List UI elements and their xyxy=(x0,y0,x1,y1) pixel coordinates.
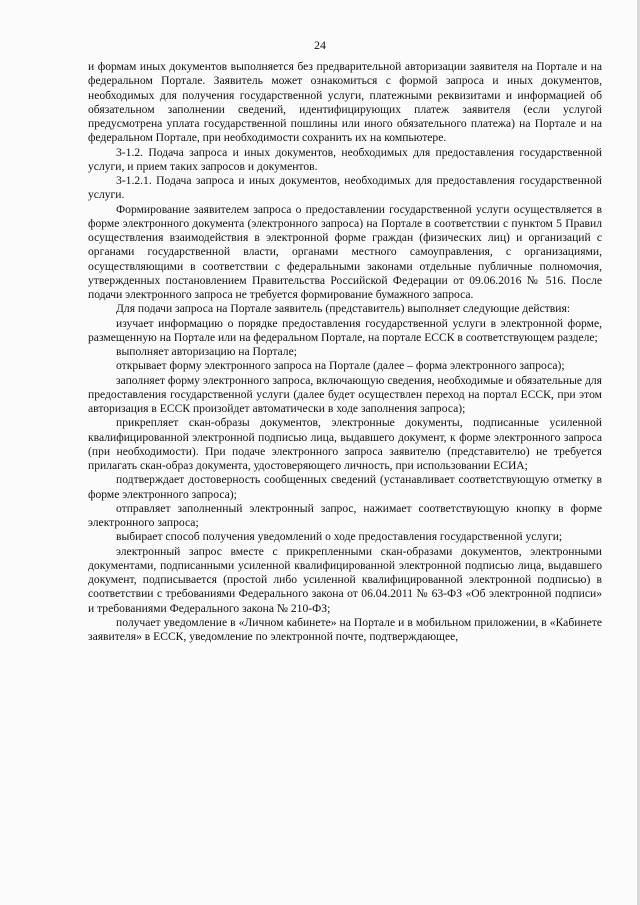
list-item-notification-method: выбирает способ получения уведомлений о ходе предоставления государственной услуги; xyxy=(116,530,563,544)
list-item-fill-form: заполняет форму электронного запроса, включающую сведения, необходимые и обязательные для предоставления государственной услуги (далее будет осуществлен переход на портал ЕССК, при этом авторизация в ЕССК произойдет автоматически в ходе заполнения запроса); xyxy=(88,373,602,415)
document-body xyxy=(88,60,602,644)
list-item-send: отправляет заполненный электронный запрос, нажимает соответствующую кнопку в форме электронного запроса; xyxy=(88,501,602,529)
paragraph-continuation: и формам иных документов выполняется без предварительной авторизации заявителя на Портале и на федеральном Портале. Заявитель может ознакомиться с формой запроса и иных документов, необходимых для получения государственной услуги, платежными реквизитами и информацией об обязательном заполнении сведений, идентифицирующих платеж заявителя (если услугой предусмотрена уплата государственной пошлины или иного обязательного платежа) на Портале и на федеральном Портале, при необходимости сохранить их на компьютере. xyxy=(88,60,602,145)
list-item-study-info: изучает информацию о порядке предоставления государственной услуги в электронной форме, размещенную на Портале или на федеральном Портале, на портале ЕССК в соответствующем разделе; xyxy=(88,316,602,344)
list-item-open-form: открывает форму электронного запроса на Портале (далее – форма электронного запроса); xyxy=(116,359,565,373)
list-item-confirm: подтверждает достоверность сообщенных сведений (устанавливает соответствующую отметку в форме электронного запроса); xyxy=(88,473,602,501)
list-item-receive-notification: получает уведомление в «Личном кабинете» на Портале и в мобильном приложении, в «Кабинете заявителя» в ЕССК, уведомление по электронной почте, подтверждающее, xyxy=(88,615,602,643)
list-item-signature: электронный запрос вместе с прикрепленными скан-образами документов, электронными документами, подписанными усиленной квалифицированной электронной подписью лица, выдавшего документ, подписывается (простой либо усиленной квалифицированной электронной подписью) в соответствии с требованиями Федерального закона от 06.04.2011 № 63-ФЗ «Об электронной подписи» и требованиями Федерального закона № 210-ФЗ; xyxy=(88,544,602,615)
paragraph-request-formation: Формирование заявителем запроса о предоставлении государственной услуги осуществляется в форме электронного документа (электронного запроса) на Портале в соответствии с пунктом 5 Правил осуществления взаимодействия в электронной форме граждан (физических лиц) и организаций с органами государственной власти, органами местного самоуправления, с организациями, осуществляющими в соответствии с федеральными законами отдельные публичные полномочия, утвержденных постановлением Правительства Российской Федерации от 09.06.2016 № 516. После подачи электронного запроса не требуется формирование бумажного запроса. xyxy=(88,202,602,301)
page-number: 24 xyxy=(314,38,326,52)
paragraph-section-3-1-2: 3-1.2. Подача запроса и иных документов, необходимых для предоставления государственной услуги, и прием таких запросов и документов. xyxy=(88,145,602,173)
list-item-authorization: выполняет авторизацию на Портале; xyxy=(116,345,297,358)
list-item-attach-scans: прикрепляет скан-образы документов, электронные документы, подписанные усиленной квалифицированной электронной подписью лица, выдавшего документ, к форме электронного запроса (при необходимости). При подаче электронного запроса заявителю (представителю) не требуется прилагать скан-образ документа, удостоверяющего личность, при использовании ЕСИА; xyxy=(88,416,602,472)
paragraph-section-3-1-2-1: 3-1.2.1. Подача запроса и иных документов, необходимых для предоставления государственной услуги. xyxy=(88,174,602,202)
paragraph-actions-intro: Для подачи запроса на Портале заявитель (представитель) выполняет следующие действия: xyxy=(116,302,571,316)
